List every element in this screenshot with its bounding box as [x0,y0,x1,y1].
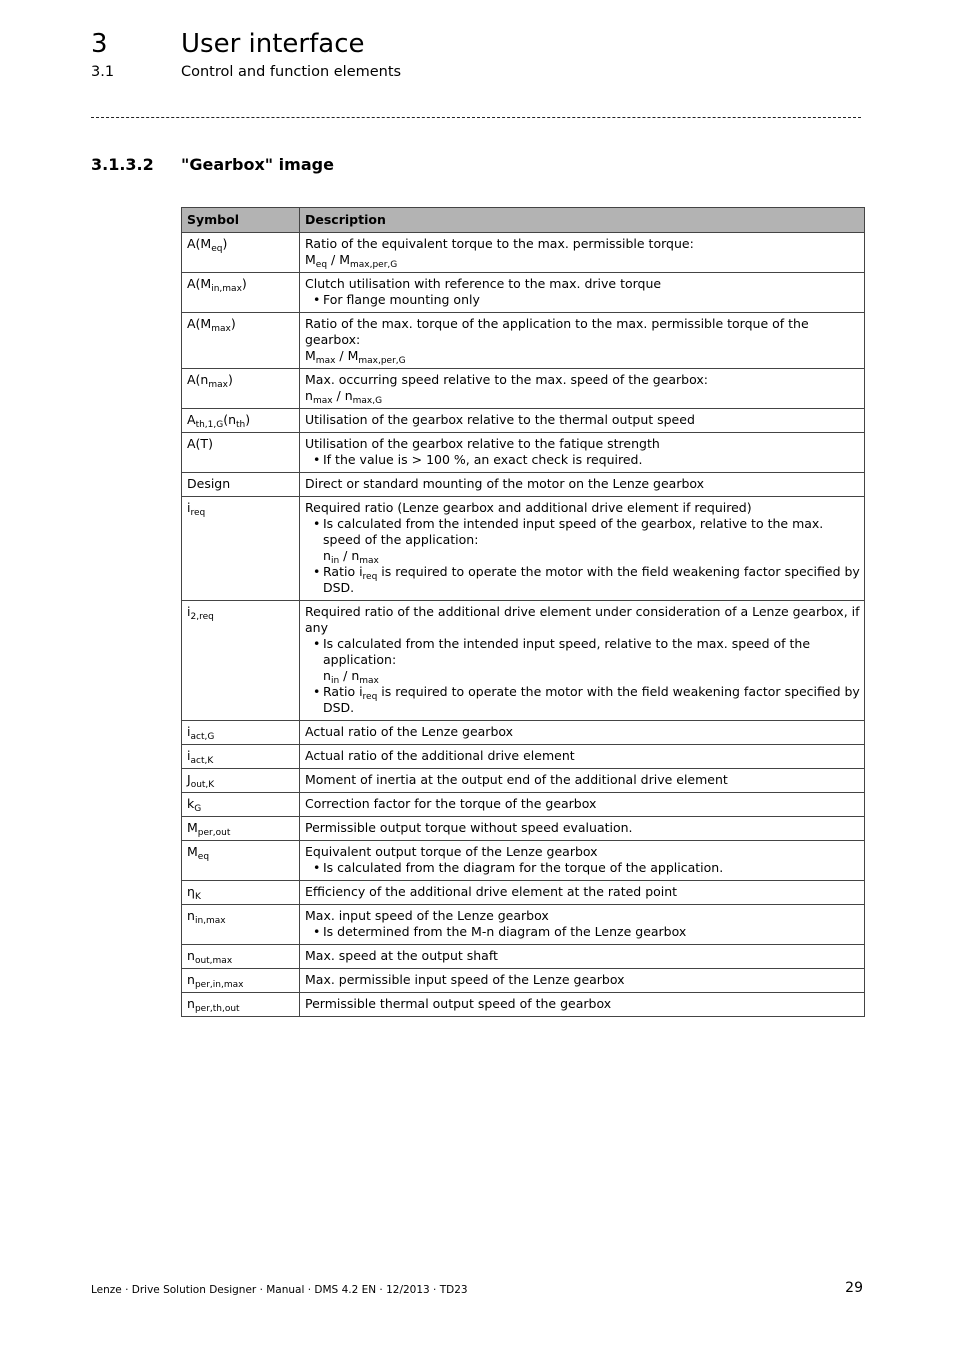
symbol-cell: $A(M_{eq})$ [182,233,300,273]
subscript: th,1,G [195,420,224,430]
subscript: act,K [190,756,214,766]
description-cell [300,817,865,841]
subscript: per,th,out [194,1004,240,1014]
bullet-item: • For flange mounting only [305,292,860,308]
subscript: req [362,572,378,582]
description-line: Utilisation of the gearbox relative to the fatique strength [305,436,660,451]
formula-line: $n_{in} / n_{max}$ [323,668,379,686]
description-line: Utilisation of the gearbox relative to the thermal output speed [305,412,695,427]
table-row [182,769,865,793]
column-header-symbol: Symbol [182,208,300,233]
symbol-cell: Design [182,473,300,497]
description-cell [300,409,865,433]
subscript: th [236,420,246,430]
description-line: Correction factor for the torque of the gearbox [305,796,597,811]
table-row [182,233,865,273]
description-line: Max. speed at the output shaft [305,948,498,963]
description-line: Actual ratio of the additional drive element [305,748,575,763]
subscript: K [194,892,201,902]
section-title: Control and function elements [181,64,402,80]
table-row [182,745,865,769]
symbol-cell: $i_{act,K}$ [182,745,300,769]
table-row [182,601,865,721]
table-row [182,905,865,945]
subscript: max,G [352,396,383,406]
table-body [182,233,865,1017]
table-row [182,969,865,993]
chapter-title: User interface [181,29,365,59]
description-cell [300,433,865,473]
symbol-table [181,207,865,1017]
symbol-cell: $J_{out,K}$ [182,769,300,793]
subscript: max [315,356,336,366]
formula-line: $n_{in} / n_{max}$ [323,548,379,566]
subscript: max [359,676,379,686]
table-row [182,841,865,881]
subscript: in,max [194,916,226,926]
symbol-cell: $M_{per,out}$ [182,817,300,841]
description-cell [300,769,865,793]
description-line: $M_{eq} / M_{max,per,G}$ [305,252,398,270]
subscript: max,per,G [350,260,398,270]
description-cell [300,601,865,721]
bullet-item: • Is calculated from the diagram for the torque of the application. [305,860,860,876]
subscript: max [211,324,231,334]
description-cell [300,273,865,313]
symbol-cell: A(T) [182,433,300,473]
description-line: Required ratio of the additional drive element under consideration of a Lenze gearbox, if any [305,604,860,635]
table-row [182,881,865,905]
footer-text: Lenze · Drive Solution Designer · Manual · DMS 4.2 EN · 12/2013 · TD23 [91,1284,468,1296]
table-row [182,273,865,313]
symbol-cell: $\eta_K$ [182,881,300,905]
description-line: Clutch utilisation with reference to the max. drive torque [305,276,662,291]
description-line: $n_{max} / n_{max,G}$ [305,388,383,406]
description-cell [300,233,865,273]
symbol-cell: $k_G$ [182,793,300,817]
symbol-cell: $i_{req}$ [182,497,300,601]
subscript: out,max [194,956,233,966]
subscript: max,per,G [358,356,406,366]
description-cell [300,473,865,497]
table-header-row [182,208,865,233]
page-number: 29 [845,1280,863,1296]
description-cell [300,721,865,745]
subscript: in,max [211,284,242,294]
subscript: in [330,556,340,566]
symbol-cell: $i_{act,G}$ [182,721,300,745]
description-line: Required ratio (Lenze gearbox and additional drive element if required) [305,500,752,515]
description-line: Moment of inertia at the output end of the additional drive element [305,772,728,787]
symbol-cell: $A(n_{max})$ [182,369,300,409]
symbol-cell: $n_{per,th,out}$ [182,993,300,1017]
description-line: Direct or standard mounting of the motor on the Lenze gearbox [305,476,705,491]
subscript: eq [197,852,210,862]
description-cell [300,969,865,993]
table-row [182,313,865,369]
description-line: Max. permissible input speed of the Lenze gearbox [305,972,625,987]
subscript: per,out [197,828,231,838]
description-cell [300,497,865,601]
symbol-cell: $M_{eq}$ [182,841,300,881]
description-line: Ratio of the equivalent torque to the max. permissible torque: [305,236,694,251]
header-divider [91,117,861,118]
subsection-title: "Gearbox" image [181,155,334,174]
description-line: Permissible thermal output speed of the gearbox [305,996,612,1011]
table-row [182,993,865,1017]
description-cell [300,881,865,905]
description-cell [300,945,865,969]
bullet-item: • If the value is > 100 %, an exact check is required. [305,452,860,468]
description-cell [300,905,865,945]
subscript: max [359,556,379,566]
description-cell [300,793,865,817]
subscript: act,G [190,732,215,742]
description-cell [300,993,865,1017]
description-line: Ratio of the max. torque of the application to the max. permissible torque of the gearbox: [305,316,809,347]
subscript: req [190,508,206,518]
symbol-cell: $A(M_{in,max})$ [182,273,300,313]
table-row [182,817,865,841]
subscript: out,K [190,780,215,790]
description-cell [300,841,865,881]
table-row [182,369,865,409]
subscript: per,in,max [194,980,244,990]
description-line: Permissible output torque without speed evaluation. [305,820,633,835]
symbol-cell: $n_{per,in,max}$ [182,969,300,993]
description-cell [300,369,865,409]
subscript: eq [315,260,328,270]
table-row [182,473,865,497]
description-cell [300,313,865,369]
subscript: max [208,380,228,390]
column-header-description: Description [300,208,865,233]
description-line: Equivalent output torque of the Lenze gearbox [305,844,598,859]
description-line: $M_{max} / M_{max,per,G}$ [305,348,406,366]
description-line: Actual ratio of the Lenze gearbox [305,724,514,739]
chapter-number: 3 [91,29,108,59]
description-line: Efficiency of the additional drive element at the rated point [305,884,678,899]
subscript: eq [211,244,223,254]
subscript: max [312,396,333,406]
table-row [182,721,865,745]
table-row [182,497,865,601]
symbol-cell: $n_{out,max}$ [182,945,300,969]
table-row [182,409,865,433]
symbol-cell: $A(M_{max})$ [182,313,300,369]
symbol-cell: $i_{2,req}$ [182,601,300,721]
table-row [182,793,865,817]
description-line: Max. input speed of the Lenze gearbox [305,908,549,923]
symbol-cell: $A_{th,1,G}(n_{th})$ [182,409,300,433]
description-cell [300,745,865,769]
table-row [182,945,865,969]
table-row [182,433,865,473]
section-number: 3.1 [91,64,115,80]
symbol-cell: $n_{in,max}$ [182,905,300,945]
subsection-number: 3.1.3.2 [91,155,154,174]
subscript: 2,req [190,612,214,622]
bullet-item: • Is calculated from the intended input speed of the gearbox, relative to the max. speed of the application: [305,516,860,548]
subscript: req [362,692,378,702]
subscript: in [330,676,340,686]
bullet-item: • Is determined from the M-n diagram of the Lenze gearbox [305,924,860,940]
description-line: Max. occurring speed relative to the max. speed of the gearbox: [305,372,708,387]
bullet-item: • Ratio $i_{req}$ is required to operate the motor with the field weakening factor specified by DSD. [305,684,860,716]
subscript: G [194,804,202,814]
bullet-item: • Ratio $i_{req}$ is required to operate the motor with the field weakening factor specified by DSD. [305,564,860,596]
bullet-item: • Is calculated from the intended input speed, relative to the max. speed of the application: [305,636,860,668]
